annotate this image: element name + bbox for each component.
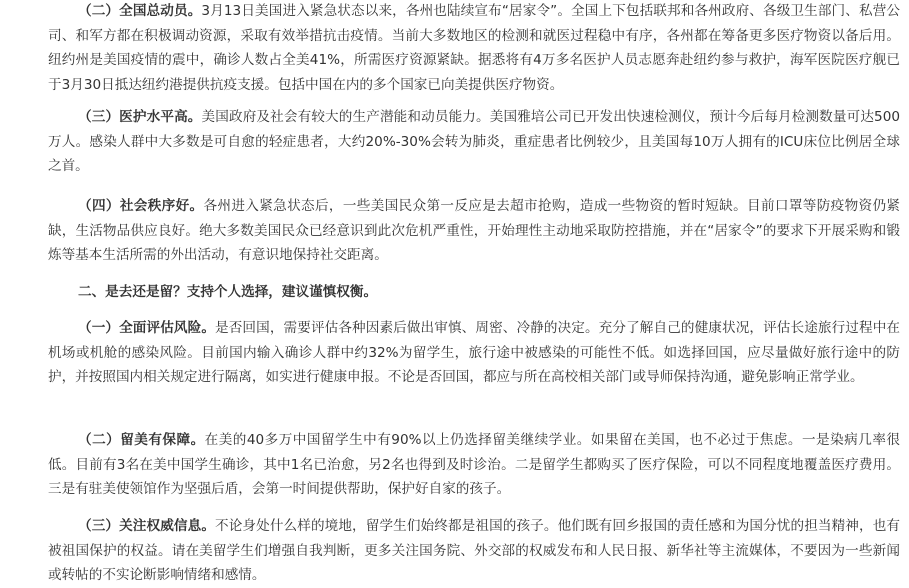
- paragraph-lead: （二）留美有保障。: [78, 432, 205, 448]
- paragraph-staying-guaranteed: [48, 428, 900, 502]
- section-heading: 二、是去还是留？支持个人选择，建议谨慎权衡。: [78, 284, 378, 300]
- paragraph-medical-level: [48, 105, 900, 179]
- paragraph-nationwide-mobilization: [48, 0, 900, 97]
- paragraph-authoritative-info: [48, 514, 900, 588]
- paragraph-social-order: [48, 194, 900, 268]
- paragraph-lead: （四）社会秩序好。: [78, 198, 204, 214]
- paragraph-text: 3月13日美国进入紧急状态以来，各州也陆续宣布“居家令”。全国上下包括联邦和各州政府、各级卫生部门、私营公司、和军方都在积极调动资源，采取有效举措抗击疫情。当前大多数地区的检测和就医过程稳中有序，各州都在筹备更多医疗物资以备后用。纽约州是美国疫情的震中，确诊人数占全美41%，所需医疗资源紧缺。据悉将有4万多名医护人员志愿奔赴纽约参与救护，海军医院医疗舰已于3月30日抵达纽约港提供抗疫支援。包括中国在内的多个国家已向美提供医疗物资。: [48, 3, 901, 93]
- paragraph-lead: （二）全国总动员。: [78, 3, 202, 19]
- paragraph-text: 各州进入紧急状态后，一些美国民众第一反应是去超市抢购，造成一些物资的暂时短缺。目前口罩等防疫物资仍紧缺，生活物品供应良好。绝大多数美国民众已经意识到此次危机严重性，开始理性主动地采取防控措施，并在“居家令”的要求下开展采购和锻炼等基本生活所需的外出活动，有意识地保持社交距离。: [48, 198, 901, 263]
- paragraph-text: 不论身处什么样的境地，留学生们始终都是祖国的孩子。他们既有回乡报国的责任感和为国分忧的担当精神，也有被祖国保护的权益。请在美留学生们增强自我判断，更多关注国务院、外交部的权威发布和人民日报、新华社等主流媒体，不要因为一些新闻或转帖的不实论断影响情绪和感情。: [48, 518, 901, 583]
- paragraph-lead: （一）全面评估风险。: [78, 320, 216, 336]
- paragraph-text: 是否回国，需要评估各种因素后做出审慎、周密、冷静的决定。充分了解自己的健康状况，评估长途旅行过程中在机场或机舱的感染风险。目前国内输入确诊人群中约32%为留学生，旅行途中被感染的可能性不低。如选择回国，应尽量做好旅行途中的防护，并按照国内相关规定进行隔离，如实进行健康申报。不论是否回国，都应与所在高校相关部门或导师保持沟通，避免影响正常学业。: [48, 320, 901, 385]
- paragraph-lead: （三）医护水平高。: [78, 109, 202, 125]
- paragraph-risk-assessment: [48, 316, 900, 390]
- paragraph-text: 在美的40多万中国留学生中有90%以上仍选择留美继续学业。如果留在美国，也不必过于焦虑。一是染病几率很低。目前有3名在美中国学生确诊，其中1名已治愈，另2名也得到及时诊治。二是留学生都购买了医疗保险，可以不同程度地覆盖医疗费用。三是有驻美使领馆作为坚强后盾，会第一时间提供帮助，保护好自家的孩子。: [48, 432, 900, 497]
- paragraph-text: 美国政府及社会有较大的生产潜能和动员能力。美国雅培公司已开发出快速检测仪，预计今后每月检测数量可达500万人。感染人群中大多数是可自愈的轻症患者，大约20%-30%会转为肺炎，重症患者比例较少，且美国每10万人拥有的ICU床位比例居全球之首。: [48, 109, 900, 174]
- paragraph-lead: （三）关注权威信息。: [78, 518, 216, 534]
